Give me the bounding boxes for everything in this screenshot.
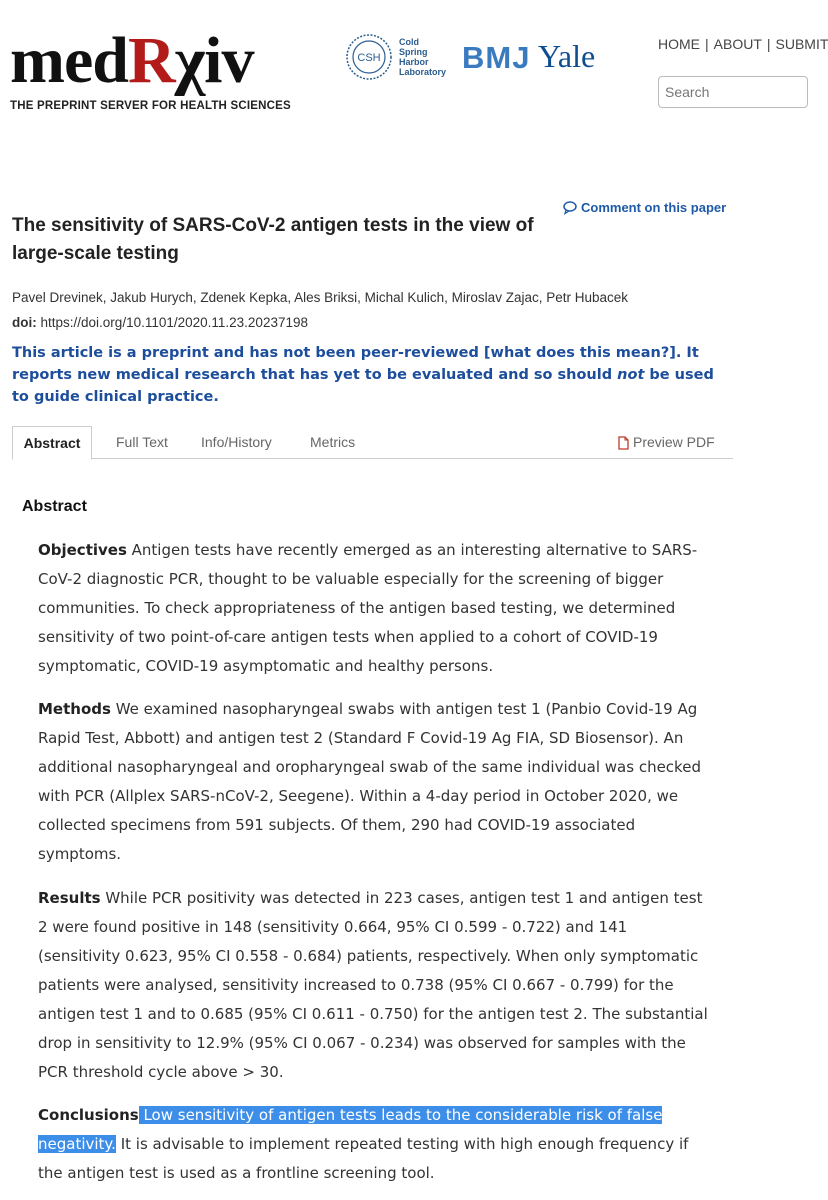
doi-link[interactable]: https://doi.org/10.1101/2020.11.23.20237198 (40, 315, 308, 330)
selected-text-highlight[interactable]: Low sensitivity of antigen tests leads to the considerable risk of false negativity. (38, 1106, 663, 1153)
conclusions-label: Conclusions (38, 1106, 139, 1124)
csh-seal-text: CSH (357, 52, 381, 64)
comment-link[interactable] (563, 200, 726, 215)
doi-label: doi: (12, 315, 37, 330)
csh-name (399, 37, 446, 77)
preprint-notice (12, 342, 732, 408)
preview-pdf-link[interactable] (618, 426, 715, 459)
notice-text: This article is a preprint and has not been peer-reviewed [what does this mean?]. It reports new medical research that has yet to be evaluated and so should (12, 345, 699, 383)
notice-text-end: be used to guide clinical practice. (12, 367, 714, 405)
methods-label: Methods (38, 700, 111, 718)
csh-line: Spring (399, 47, 428, 57)
medrxiv-logo[interactable] (10, 24, 291, 112)
comment-link-label: Comment on this paper (581, 200, 727, 215)
nav-separator: | (766, 36, 771, 52)
speech-bubble-icon (563, 201, 577, 214)
yale-logo[interactable]: Yale (538, 38, 596, 74)
csh-logo[interactable] (345, 33, 446, 81)
author-list[interactable]: Pavel Drevinek, Jakub Hurych, Zdenek Kepka, Ales Briksi, Michal Kulich, Miroslav Zajac, Petr Hubacek (12, 290, 628, 305)
notice-emphasis: not (617, 367, 645, 383)
nav-separator: | (705, 36, 709, 52)
abstract-heading: Abstract (22, 498, 87, 515)
nav-about-link[interactable]: ABOUT (713, 36, 762, 52)
abstract-methods (38, 695, 710, 869)
top-nav (658, 36, 828, 52)
logo-wordmark: medRχiv (10, 24, 254, 97)
nav-submit-link[interactable]: SUBMIT (775, 36, 828, 52)
article-title: The sensitivity of SARS-CoV-2 antigen tests in the view of large-scale testing (12, 215, 534, 264)
tab-info-history[interactable]: Info/History (201, 434, 272, 450)
abstract-conclusions (38, 1101, 710, 1188)
preview-pdf-label: Preview PDF (633, 434, 715, 450)
results-label: Results (38, 889, 101, 907)
search-input[interactable] (658, 76, 808, 108)
pdf-file-icon (618, 436, 629, 450)
abstract-results (38, 884, 710, 1087)
csh-line: Harbor (399, 57, 429, 67)
objectives-text: Antigen tests have recently emerged as an interesting alternative to SARS-CoV-2 diagnostic PCR, thought to be valuable especially for the screening of bigger communities. To check appropriateness of the antigen based testing, we determined sensitivity of two point-of-care antigen tests when applied to a cohort of COVID-19 symptomatic, COVID-19 asymptomatic and healthy persons. (38, 541, 698, 675)
article-tabs (12, 426, 733, 459)
abstract-objectives (38, 536, 710, 681)
bmj-logo[interactable]: BMJ (462, 40, 531, 75)
nav-home-link[interactable]: HOME (658, 36, 700, 52)
logo-tagline: THE PREPRINT SERVER FOR HEALTH SCIENCES (10, 100, 291, 112)
objectives-label: Objectives (38, 541, 127, 559)
tab-metrics[interactable]: Metrics (310, 434, 356, 450)
doi-line (12, 315, 308, 330)
methods-text: We examined nasopharyngeal swabs with antigen test 1 (Panbio Covid-19 Ag Rapid Test, Abbott) and antigen test 2 (Standard F Covid-19 Ag FIA, SD Biosensor). An additional nasopharyngeal and oropharyngeal swab of the same individual was checked with PCR (Allplex SARS-nCoV-2, Seegene). Within a 4-day period in October 2020, we collected specimens from 591 subjects. Of them, 290 had COVID-19 associated symptoms. (38, 700, 701, 863)
tab-abstract[interactable]: Abstract (12, 426, 92, 460)
csh-line: Laboratory (399, 67, 447, 77)
conclusions-text: It is advisable to implement repeated testing with high enough frequency if the antigen test is used as a frontline screening tool. (38, 1135, 689, 1182)
results-text: While PCR positivity was detected in 223 cases, antigen test 1 and antigen test 2 were found positive in 148 (sensitivity 0.664, 95% CI 0.599 - 0.722) and 141 (sensitivity 0.623, 95% CI 0.558 - 0.684) patients, respectively. When only symptomatic patients were analysed, sensitivity increased to 0.738 (95% CI 0.667 - 0.799) for the antigen test 1 and to 0.685 (95% CI 0.611 - 0.750) for the antigen test 2. The substantial drop in sensitivity to 12.9% (95% CI 0.067 - 0.234) was observed for samples with the PCR threshold cycle above > 30. (38, 889, 708, 1081)
csh-seal-icon (345, 33, 393, 81)
csh-line: Cold (399, 37, 419, 47)
tab-full-text[interactable]: Full Text (116, 434, 168, 450)
